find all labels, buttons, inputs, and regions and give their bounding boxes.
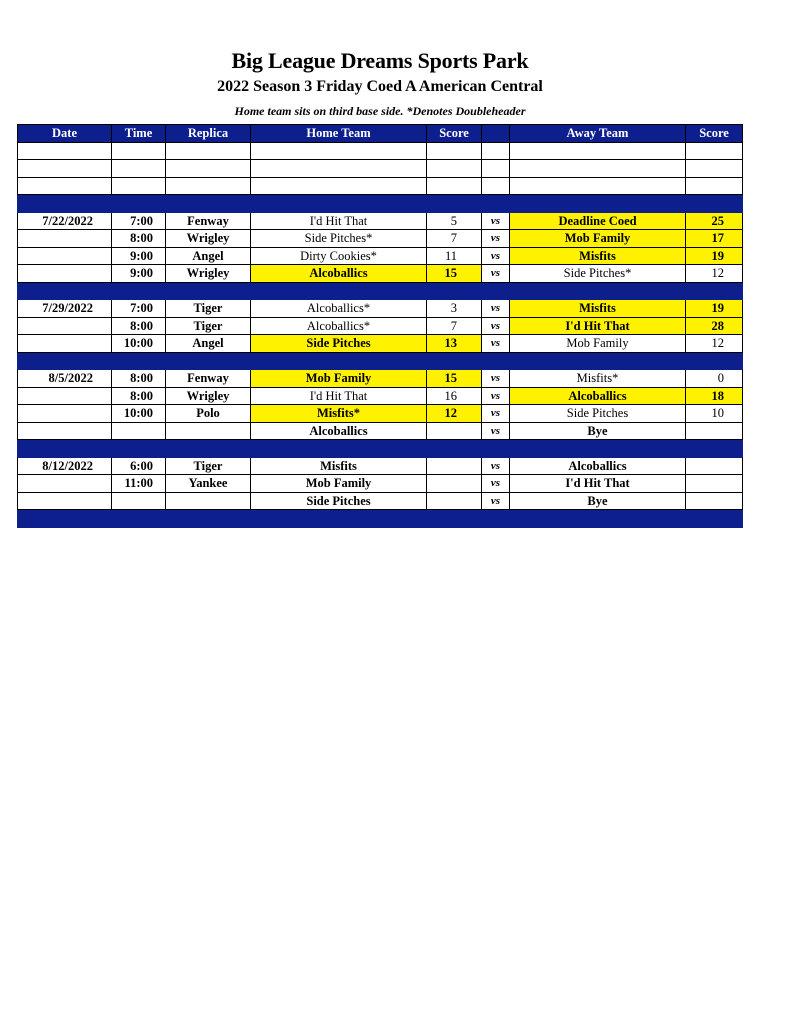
col-home-team: Home Team (251, 125, 427, 143)
vs-label: vs (482, 475, 510, 493)
game-time (112, 422, 166, 440)
game-field: Angel (166, 247, 251, 265)
vs-label: vs (482, 212, 510, 230)
game-time: 7:00 (112, 212, 166, 230)
col-home-score: Score (427, 125, 482, 143)
game-date (18, 492, 112, 510)
game-date (18, 422, 112, 440)
col-time: Time (112, 125, 166, 143)
game-field: Wrigley (166, 265, 251, 283)
game-field: Tiger (166, 317, 251, 335)
game-time: 8:00 (112, 317, 166, 335)
game-date (18, 265, 112, 283)
game-time: 8:00 (112, 230, 166, 248)
vs-label: vs (482, 457, 510, 475)
game-date (18, 317, 112, 335)
home-score: 11 (427, 247, 482, 265)
header-row (18, 125, 743, 143)
vs-label: vs (482, 335, 510, 353)
schedule-table (17, 124, 743, 528)
game-field: Wrigley (166, 387, 251, 405)
game-field (166, 422, 251, 440)
home-score (427, 475, 482, 493)
game-time: 8:00 (112, 387, 166, 405)
game-field: Tiger (166, 457, 251, 475)
vs-label: vs (482, 230, 510, 248)
home-team: Misfits* (251, 405, 427, 423)
vs-label: vs (482, 317, 510, 335)
col-replica: Replica (166, 125, 251, 143)
table-row (18, 422, 743, 440)
game-date (18, 405, 112, 423)
game-field: Tiger (166, 300, 251, 318)
game-date: 8/5/2022 (18, 370, 112, 388)
week-separator (18, 282, 743, 300)
game-date (18, 247, 112, 265)
away-team: Misfits* (510, 370, 686, 388)
page-subtitle: 2022 Season 3 Friday Coed A American Central (217, 78, 543, 95)
game-date (18, 387, 112, 405)
home-team: Side Pitches* (251, 230, 427, 248)
game-field: Polo (166, 405, 251, 423)
game-field: Fenway (166, 212, 251, 230)
week-separator (18, 510, 743, 528)
vs-label: vs (482, 370, 510, 388)
away-team: Side Pitches* (510, 265, 686, 283)
game-date: 8/12/2022 (18, 457, 112, 475)
game-time: 10:00 (112, 335, 166, 353)
home-score (427, 457, 482, 475)
home-team: Dirty Cookies* (251, 247, 427, 265)
home-score (427, 422, 482, 440)
home-team: Side Pitches (251, 492, 427, 510)
vs-label: vs (482, 265, 510, 283)
table-row (18, 300, 743, 318)
away-team: Mob Family (510, 335, 686, 353)
away-score: 19 (686, 247, 743, 265)
away-score: 28 (686, 317, 743, 335)
game-time (112, 492, 166, 510)
game-time: 6:00 (112, 457, 166, 475)
away-team: Mob Family (510, 230, 686, 248)
away-score: 12 (686, 335, 743, 353)
home-score: 7 (427, 317, 482, 335)
game-time: 8:00 (112, 370, 166, 388)
game-field: Yankee (166, 475, 251, 493)
table-row (18, 317, 743, 335)
home-score: 15 (427, 370, 482, 388)
game-time: 11:00 (112, 475, 166, 493)
away-score (686, 422, 743, 440)
game-date (18, 475, 112, 493)
game-time: 10:00 (112, 405, 166, 423)
home-score: 13 (427, 335, 482, 353)
table-row (18, 457, 743, 475)
home-score: 5 (427, 212, 482, 230)
away-score: 10 (686, 405, 743, 423)
game-time: 9:00 (112, 247, 166, 265)
table-row (18, 387, 743, 405)
game-time: 7:00 (112, 300, 166, 318)
game-field: Angel (166, 335, 251, 353)
table-row (18, 492, 743, 510)
home-score: 15 (427, 265, 482, 283)
week-separator (18, 440, 743, 458)
blank-row (18, 160, 743, 178)
game-field: Wrigley (166, 230, 251, 248)
away-score: 25 (686, 212, 743, 230)
home-team: Alcoballics* (251, 317, 427, 335)
away-team: Misfits (510, 300, 686, 318)
game-date: 7/22/2022 (18, 212, 112, 230)
home-score: 16 (427, 387, 482, 405)
away-score: 18 (686, 387, 743, 405)
vs-label: vs (482, 387, 510, 405)
table-row (18, 247, 743, 265)
home-score: 12 (427, 405, 482, 423)
home-team: I'd Hit That (251, 387, 427, 405)
game-date (18, 335, 112, 353)
vs-label: vs (482, 422, 510, 440)
table-row (18, 230, 743, 248)
home-team: Mob Family (251, 475, 427, 493)
schedule-body (18, 142, 743, 527)
game-field: Fenway (166, 370, 251, 388)
away-team: Alcoballics (510, 457, 686, 475)
col-date: Date (18, 125, 112, 143)
vs-label: vs (482, 405, 510, 423)
away-score: 0 (686, 370, 743, 388)
away-team: Misfits (510, 247, 686, 265)
vs-label: vs (482, 300, 510, 318)
away-score (686, 475, 743, 493)
home-team: Mob Family (251, 370, 427, 388)
home-team: Alcoballics* (251, 300, 427, 318)
away-score: 19 (686, 300, 743, 318)
away-score: 12 (686, 265, 743, 283)
table-row (18, 475, 743, 493)
home-team: Alcoballics (251, 265, 427, 283)
away-team: I'd Hit That (510, 317, 686, 335)
blank-row (18, 142, 743, 160)
home-team: Side Pitches (251, 335, 427, 353)
home-score: 7 (427, 230, 482, 248)
away-score (686, 457, 743, 475)
home-team: I'd Hit That (251, 212, 427, 230)
vs-label: vs (482, 492, 510, 510)
week-separator (18, 195, 743, 213)
home-score (427, 492, 482, 510)
table-row (18, 265, 743, 283)
away-team: Deadline Coed (510, 212, 686, 230)
table-row (18, 212, 743, 230)
table-row (18, 335, 743, 353)
col-vs (482, 125, 510, 143)
table-row (18, 405, 743, 423)
home-score: 3 (427, 300, 482, 318)
away-score (686, 492, 743, 510)
away-team: I'd Hit That (510, 475, 686, 493)
game-date: 7/29/2022 (18, 300, 112, 318)
week-separator (18, 352, 743, 370)
away-team: Bye (510, 422, 686, 440)
game-time: 9:00 (112, 265, 166, 283)
blank-row (18, 177, 743, 195)
col-away-team: Away Team (510, 125, 686, 143)
away-team: Bye (510, 492, 686, 510)
away-team: Side Pitches (510, 405, 686, 423)
away-team: Alcoballics (510, 387, 686, 405)
col-away-score: Score (686, 125, 743, 143)
game-date (18, 230, 112, 248)
home-team: Alcoballics (251, 422, 427, 440)
table-row (18, 370, 743, 388)
away-score: 17 (686, 230, 743, 248)
game-field (166, 492, 251, 510)
page-title: Big League Dreams Sports Park (231, 48, 529, 73)
vs-label: vs (482, 247, 510, 265)
home-team: Misfits (251, 457, 427, 475)
header-note: Home team sits on third base side. *Denotes Doubleheader (234, 104, 526, 118)
